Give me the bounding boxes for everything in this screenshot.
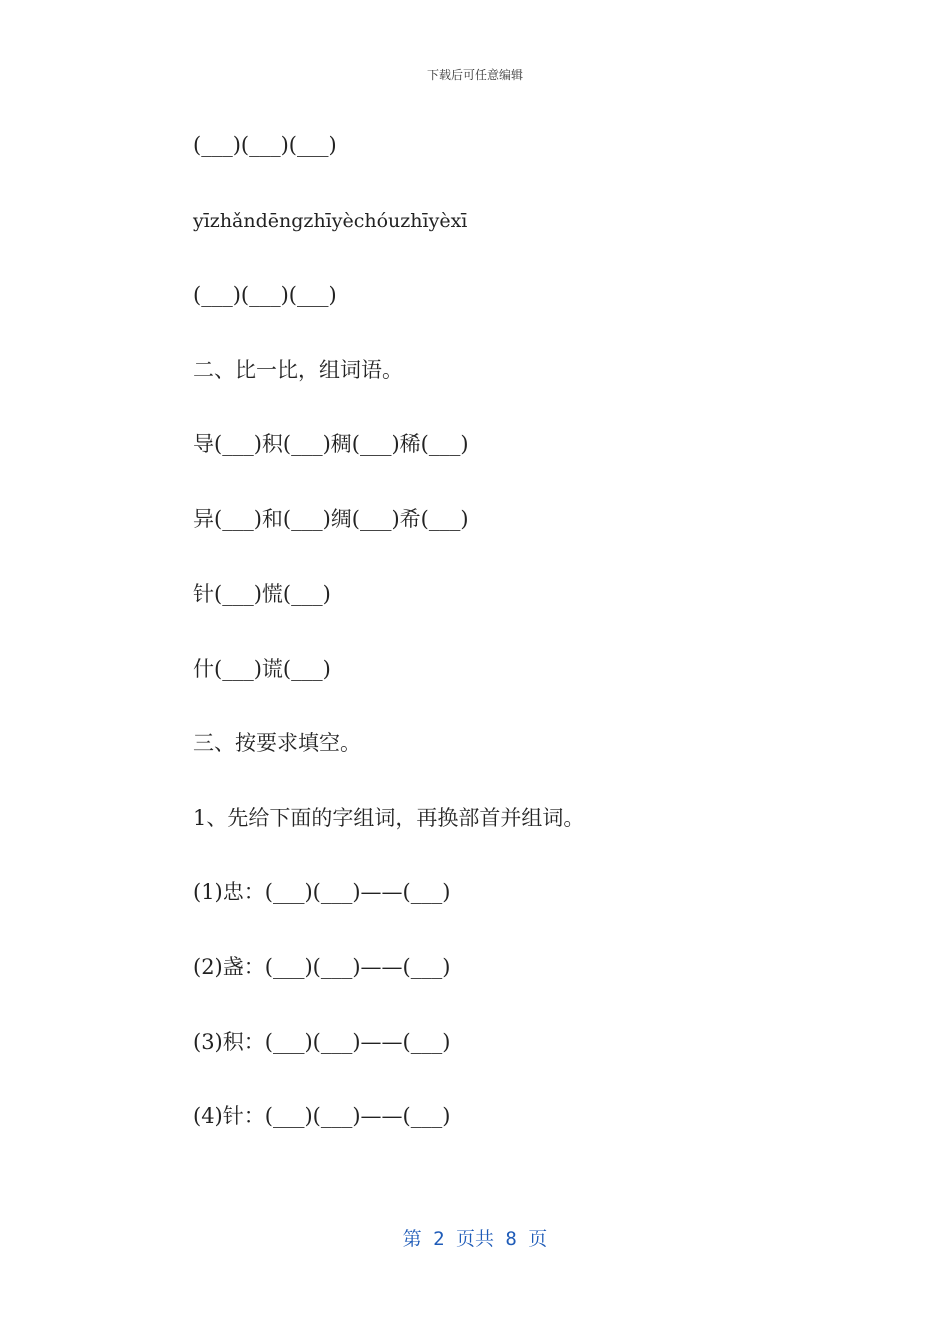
- section-3-heading: 三、按要求填空。: [193, 731, 361, 755]
- section-2-heading: 二、比一比，组词语。: [193, 358, 403, 382]
- compare-row-3: 针(___)慌(___): [193, 582, 331, 606]
- compare-row-2: 异(___)和(___)绸(___)希(___): [193, 507, 469, 531]
- question-1-item-4: (4)针：(___)(___)——(___): [193, 1104, 451, 1128]
- blank-row-2: (___)(___)(___): [193, 283, 337, 307]
- question-1-prompt: 1、先给下面的字组词，再换部首并组词。: [193, 806, 585, 830]
- question-1-item-2: (2)盏：(___)(___)——(___): [193, 955, 451, 979]
- compare-row-1: 导(___)积(___)稠(___)稀(___): [193, 432, 469, 456]
- question-1-item-3: (3)积：(___)(___)——(___): [193, 1030, 451, 1054]
- blank-row-1: (___)(___)(___): [193, 133, 337, 157]
- pinyin-line: yīzhǎndēngzhīyèchóuzhīyèxī: [193, 210, 468, 232]
- page-header: 下载后可任意编辑: [426, 68, 523, 82]
- question-1-item-1: (1)忠：(___)(___)——(___): [193, 880, 451, 904]
- page-footer: 第 2 页共 8 页: [402, 1228, 548, 1250]
- compare-row-4: 什(___)谎(___): [193, 657, 331, 681]
